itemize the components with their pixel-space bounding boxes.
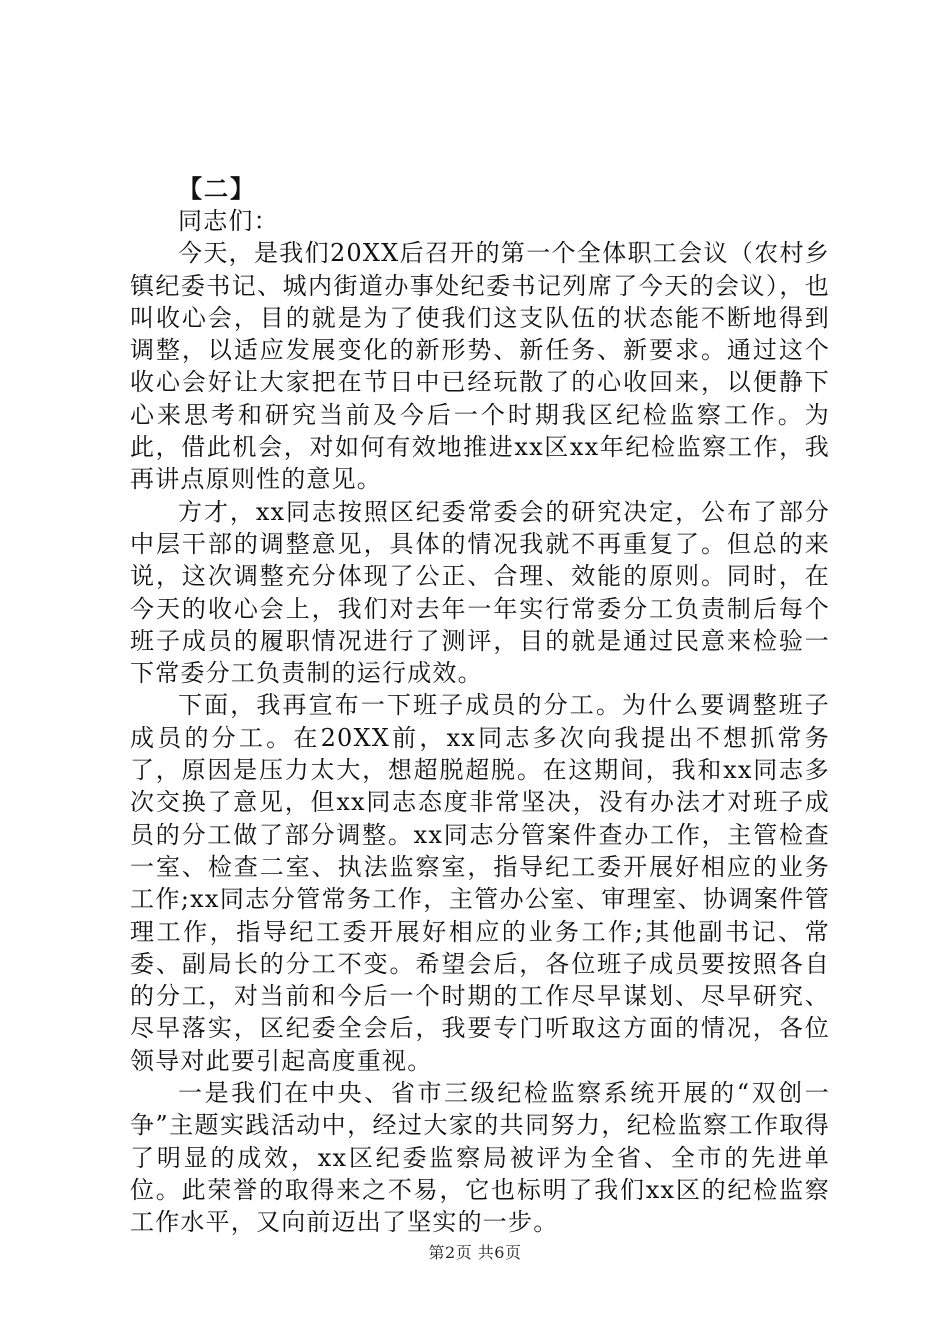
page-number-footer: 第2页 共6页 <box>428 1243 522 1262</box>
paragraph-achievements: 一是我们在中央、省市三级纪检监察系统开展的“双创一争”主题实践活动中，经过大家的共同努力，纪检监察工作取得了明显的成效，xx区纪委监察局被评为全省、全市的先进单位。此荣誉的取得来之不易，它也标明了我们xx区的纪检监察工作水平，又向前迈出了坚实的一步。 <box>130 1079 830 1237</box>
salutation: 同志们： <box>178 207 279 235</box>
paragraph-division-of-duties: 下面，我再宣布一下班子成员的分工。为什么要调整班子成员的分工。在20XX前，xx同志多次向我提出不想抓常务了，原因是压力太大，想超脱超脱。在这期间，我和xx同志多次交换了意见，但xx同志态度非常坚决，没有办法才对班子成员的分工做了部分调整。xx同志分管案件查办工作，主管检查一室、检查二室、执法监察室，指导纪工委开展好相应的业务工作;xx同志分管常务工作，主管办公室、审理室、协调案件管理工作，指导纪工委开展好相应的业务工作;其他副书记、常委、副局长的分工不变。希望会后，各位班子成员要按照各自的分工，对当前和今后一个时期的工作尽早谋划、尽早研究、尽早落实，区纪委全会后，我要专门听取这方面的情况，各位领导对此要引起高度重视。 <box>130 691 830 1075</box>
paragraph-opening: 今天，是我们20XX后召开的第一个全体职工会议（农村乡镇纪委书记、城内街道办事处纪委书记列席了今天的会议），也叫收心会，目的就是为了使我们这支队伍的状态能不断地得到调整，以适应发展变化的新形势、新任务、新要求。通过这个收心会好让大家把在节日中已经玩散了的心收回来，以便静下心来思考和研究当前及今后一个时期我区纪检监察工作。为此，借此机会，对如何有效地推进xx区xx年纪检监察工作，我再讲点原则性的意见。 <box>130 239 830 494</box>
section-marker: 【二】 <box>178 174 256 203</box>
document-body <box>130 173 830 1239</box>
paragraph-personnel-adjustment: 方才，xx同志按照区纪委常委会的研究决定，公布了部分中层干部的调整意见，具体的情况我就不再重复了。但总的来说，这次调整充分体现了公正、合理、效能的原则。同时，在今天的收心会上，我们对去年一年实行常委分工负责制后每个班子成员的履职情况进行了测评，目的就是通过民意来检验一下常委分工负责制的运行成效。 <box>130 497 830 688</box>
